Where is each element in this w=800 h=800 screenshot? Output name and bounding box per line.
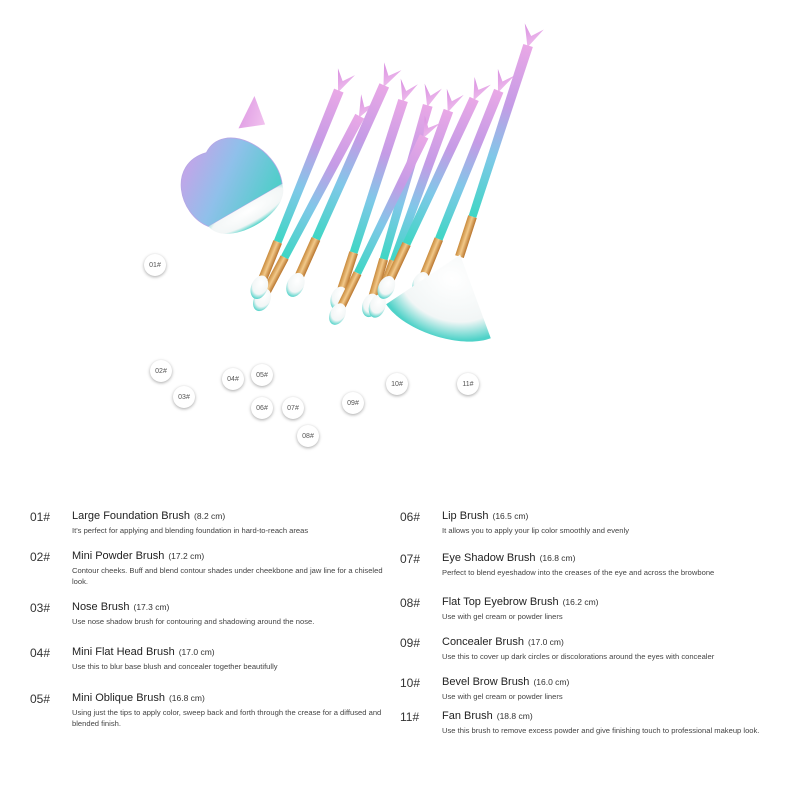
brush-name: Lip Brush (442, 510, 489, 522)
brush-description: Use nose shadow brush for contouring and shadowing around the nose. (72, 617, 315, 626)
brush-name: Large Foundation Brush (72, 510, 191, 522)
brush-number: 08# (400, 596, 421, 610)
callout-04: 04# (222, 368, 244, 390)
brush-entry-11 (400, 710, 770, 750)
callout-03: 03# (173, 386, 195, 408)
brush-number: 01# (30, 510, 51, 524)
brush-description: Perfect to blend eyeshadow into the creases of the eye and across the browbone (442, 568, 715, 577)
brush-entry-09 (400, 636, 770, 676)
brush-length: (16.8 cm) (539, 553, 576, 563)
brush-length: (18.8 cm) (496, 711, 533, 721)
brush-description: It's perfect for applying and blending foundation in hard-to-reach areas (72, 526, 309, 535)
callout-07: 07# (282, 397, 304, 419)
brush-name: Mini Flat Head Brush (72, 646, 175, 658)
brush-entry-05 (30, 692, 390, 732)
callout-02: 02# (150, 360, 172, 382)
brush-length: (8.2 cm) (194, 511, 226, 521)
brush-name: Concealer Brush (442, 636, 524, 648)
brush-number: 07# (400, 552, 421, 566)
brush-entry-02 (30, 550, 390, 601)
callout-06: 06# (251, 397, 273, 419)
brush-description: Use this brush to remove excess powder and give finishing touch to professional makeup look. (442, 726, 760, 735)
callout-08: 08# (297, 425, 319, 447)
brush-length: (16.0 cm) (533, 677, 570, 687)
brush-entry-10 (400, 676, 770, 710)
brush-name: Mini Oblique Brush (72, 692, 165, 704)
brush-description: Use with gel cream or powder liners (442, 692, 563, 701)
brush-list-left (30, 510, 390, 732)
brush-number: 05# (30, 692, 51, 706)
brush-entry-08 (400, 596, 770, 636)
callout-11: 11# (457, 373, 479, 395)
brush-entry-07 (400, 552, 770, 596)
brush-description: It allows you to apply your lip color smoothly and evenly (442, 526, 629, 535)
brush-description: Contour cheeks. Buff and blend contour shades under cheekbone and jaw line for a chiseled look. (72, 566, 383, 586)
brush-length: (16.5 cm) (492, 511, 529, 521)
brush-length: (17.0 cm) (527, 637, 564, 647)
callout-09: 09# (342, 392, 364, 414)
brush-number: 09# (400, 636, 421, 650)
brush-name: Mini Powder Brush (72, 550, 165, 562)
brush-list-right (400, 510, 770, 750)
brush-number: 02# (30, 550, 51, 564)
brush-entry-04 (30, 646, 390, 692)
brush-number: 10# (400, 676, 421, 690)
brush-number: 11# (400, 710, 420, 724)
brush-length: (16.2 cm) (562, 597, 599, 607)
brush-entry-03 (30, 601, 390, 646)
brush-description: Using just the tips to apply color, sweep back and forth through the crease for a diffused and blended finish. (72, 708, 382, 728)
brush-length: (17.0 cm) (178, 647, 215, 657)
brush-name: Fan Brush (442, 710, 493, 722)
brush-length: (17.3 cm) (133, 602, 170, 612)
callout-10: 10# (386, 373, 408, 395)
callout-05: 05# (251, 364, 273, 386)
brush-length: (16.8 cm) (168, 693, 205, 703)
brush-entry-06 (400, 510, 770, 552)
brush-name: Flat Top Eyebrow Brush (442, 596, 559, 608)
brush-entry-01 (30, 510, 390, 550)
brush-description: Use with gel cream or powder liners (442, 612, 563, 621)
brush-name: Eye Shadow Brush (442, 552, 536, 564)
brush-length: (17.2 cm) (168, 551, 205, 561)
brush-number: 06# (400, 510, 421, 524)
brush-description: Use this to blur base blush and concealer together beautifully (72, 662, 278, 671)
brush-description: Use this to cover up dark circles or discolorations around the eyes with concealer (442, 652, 715, 661)
callout-01: 01# (144, 254, 166, 276)
brush-number: 04# (30, 646, 51, 660)
brush-name: Bevel Brow Brush (442, 676, 530, 688)
brush-number: 03# (30, 601, 51, 615)
brush-name: Nose Brush (72, 601, 130, 613)
